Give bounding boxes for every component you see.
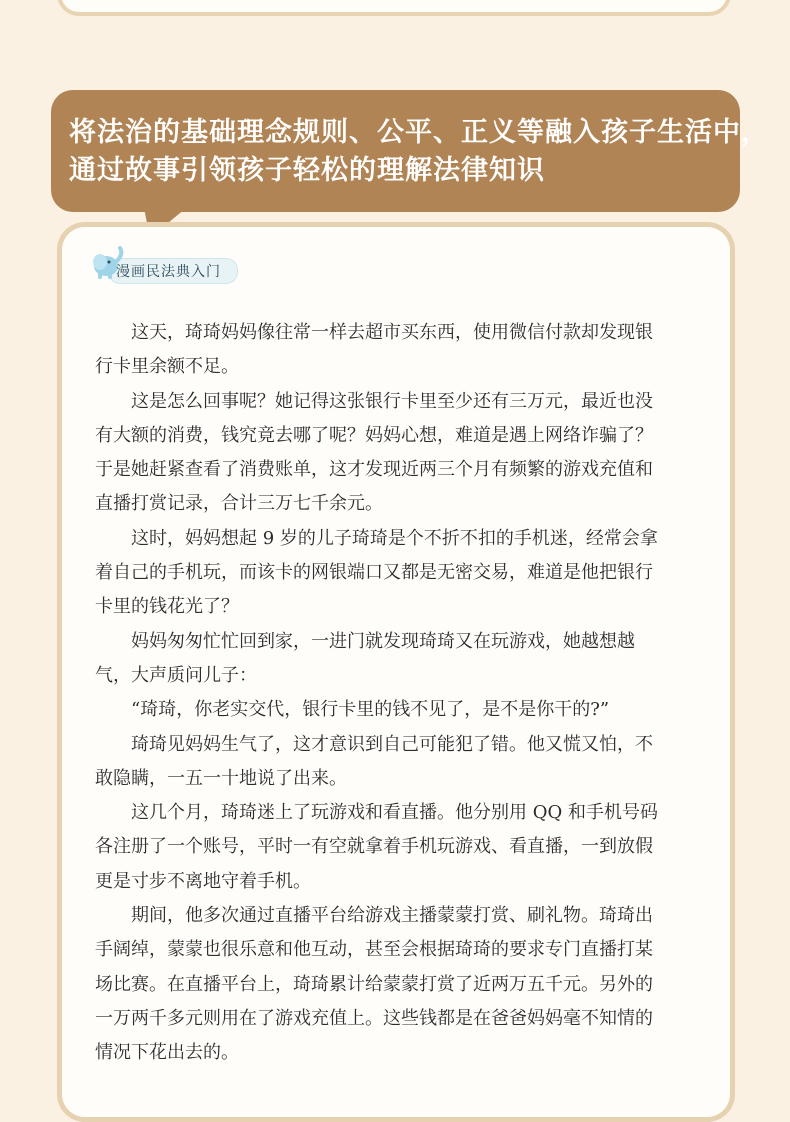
text-line: 于是她赶紧查看了消费账单，这才发现近两三个月有频繁的游戏充值和: [95, 459, 653, 481]
text-line: 敢隐瞒，一五一十地说了出来。: [95, 767, 347, 789]
text-line: 各注册了一个账号，平时一有空就拿着手机玩游戏、看直播，一到放假: [95, 836, 653, 858]
tag-label: 漫画民法典入门: [116, 264, 221, 280]
text-line: 这时，妈妈想起 9 岁的儿子琦琦是个不折不扣的手机迷，经常会拿: [131, 527, 658, 549]
text-line: 这天，琦琦妈妈像往常一样去超市买东西，使用微信付款却发现银: [131, 322, 653, 343]
text-line: 妈妈匆匆忙忙回到家，一进门就发现琦琦又在玩游戏，她越想越: [131, 630, 635, 652]
text-line: 行卡里余额不足。: [95, 356, 239, 378]
banner-line-1: 将法治的基础理念规则、公平、正义等融入孩子生活中，: [69, 117, 769, 148]
article-body: [95, 316, 695, 1071]
text-line: 这是怎么回事呢？她记得这张银行卡里至少还有三万元，最近也没: [131, 390, 653, 412]
text-line: 直播打赏记录，合计三万七千余元。: [95, 493, 383, 515]
text-line: 更是寸步不离地守着手机。: [95, 870, 311, 892]
text-line: 气，大声质问儿子：: [95, 664, 257, 686]
text-line: 琦琦见妈妈生气了，这才意识到自己可能犯了错。他又慌又怕，不: [131, 733, 653, 755]
text-line: 场比赛。在直播平台上，琦琦累计给蒙蒙打赏了近两万五千元。另外的: [95, 973, 653, 995]
text-line: 着自己的手机玩，而该卡的网银端口又都是无密交易，难道是他把银行: [95, 562, 653, 584]
text-line: 有大额的消费，钱究竟去哪了呢？妈妈心想，难道是遇上网络诈骗了？: [95, 424, 653, 446]
text-line: 卡里的钱花光了？: [95, 596, 239, 618]
title-banner: [51, 90, 769, 212]
text-line: 手阔绰，蒙蒙也很乐意和他互动，甚至会根据琦琦的要求专门直播打某: [95, 939, 653, 961]
section-tag: [90, 244, 240, 284]
text-line: 一万两千多元则用在了游戏充值上。这些钱都是在爸爸妈妈毫不知情的: [95, 1007, 653, 1029]
previous-card: [57, 0, 731, 16]
text-line: 期间，他多次通过直播平台给游戏主播蒙蒙打赏、刷礼物。琦琦出: [131, 905, 653, 927]
banner-line-2: 通过故事引领孩子轻松的理解法律知识: [69, 155, 545, 186]
text-line: “琦琦，你老实交代，银行卡里的钱不见了，是不是你干的?”: [131, 699, 610, 721]
text-line: 这几个月，琦琦迷上了玩游戏和看直播。他分别用 QQ 和手机号码: [131, 802, 658, 824]
text-line: 情况下花出去的。: [95, 1042, 239, 1064]
